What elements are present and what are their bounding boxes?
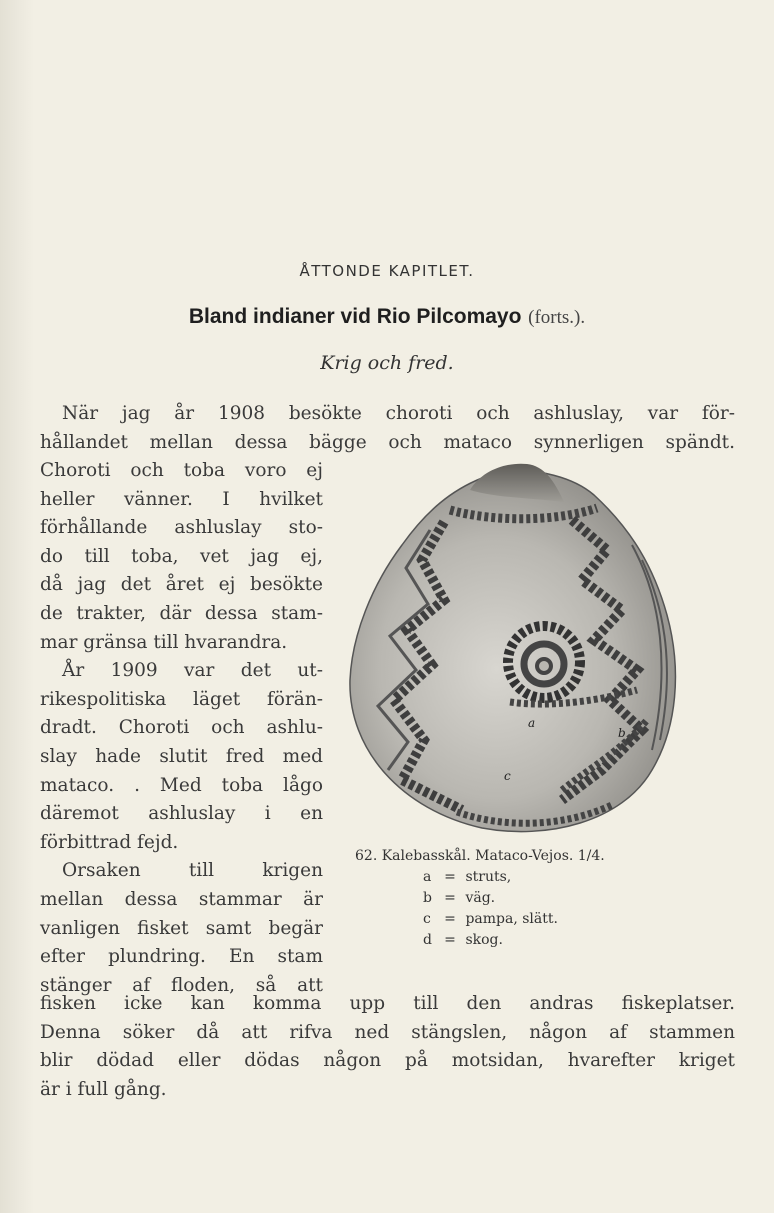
bowl-body <box>350 470 675 832</box>
text-line: däremot ashluslay i en <box>40 803 323 825</box>
text-line: vanligen fisket samt begär <box>40 917 323 939</box>
text-line: mataco. . Med toba lågo <box>40 774 323 796</box>
intro-paragraph <box>40 400 735 457</box>
text-line: blir dödad eller dödas någon på motsidan, hvarefter kriget <box>40 1050 735 1072</box>
narrow-column-text <box>40 457 323 1000</box>
section-subtitle: Krig och fred. <box>320 352 454 374</box>
text-line: mellan dessa stammar är <box>40 888 323 910</box>
legend-row: b = väg. <box>423 890 496 906</box>
text-line: förbittrad fejd. <box>40 831 179 853</box>
legend-row: d = skog. <box>423 932 503 948</box>
text-line: heller vänner. I hvilket <box>40 488 323 510</box>
label-a: a <box>528 716 536 730</box>
text-line: mar gränsa till hvarandra. <box>40 631 288 653</box>
section-title-main: Bland indianer vid Rio Pilcomayo <box>188 305 522 328</box>
closing-paragraph <box>40 990 735 1104</box>
text-line: efter plundring. En stam <box>40 946 323 968</box>
text-line: de trakter, där dessa stam- <box>40 602 323 624</box>
figure-caption-text: Kalebasskål. Mataco-Vejos. 1/4. <box>381 848 605 864</box>
figure-caption <box>355 846 705 951</box>
text-line: förhållande ashluslay sto- <box>40 517 323 539</box>
text-line: hållandet mellan dessa bägge och mataco synnerligen spändt. <box>40 431 735 453</box>
label-b: b <box>618 726 626 740</box>
legend-row: a = struts, <box>423 869 512 885</box>
section-title <box>0 304 774 329</box>
text-line: är i full gång. <box>40 1078 167 1100</box>
text-line: stänger af floden, så att <box>40 974 323 996</box>
text-line: fisken icke kan komma upp till den andras fiskeplatser. <box>40 993 735 1014</box>
label-c: c <box>504 769 511 783</box>
text-line: då jag det året ej besökte <box>40 574 323 596</box>
text-line: Orsaken till krigen <box>62 860 323 882</box>
text-line: År 1909 var det ut- <box>62 660 323 682</box>
figure-number: 62. <box>355 848 378 864</box>
text-line: slay hade slutit fred med <box>40 745 323 767</box>
legend-row: c = pampa, slätt. <box>423 911 558 927</box>
section-title-suffix: (forts.). <box>528 307 586 328</box>
text-line: do till toba, vet jag ej, <box>40 545 323 567</box>
text-line: När jag år 1908 besökte choroti och ashluslay, var för- <box>62 403 735 424</box>
text-line: Denna söker då att rifva ned stängslen, någon af stammen <box>40 1021 735 1043</box>
page-edge-shadow <box>0 0 34 1213</box>
text-line: Choroti och toba voro ej <box>40 460 323 481</box>
chapter-heading: ÅTTONDE KAPITLET. <box>299 262 475 280</box>
text-line: dradt. Choroti och ashlu- <box>40 717 323 739</box>
text-line: rikespolitiska läget förän- <box>40 688 323 710</box>
calabash-bowl-figure <box>332 450 700 840</box>
